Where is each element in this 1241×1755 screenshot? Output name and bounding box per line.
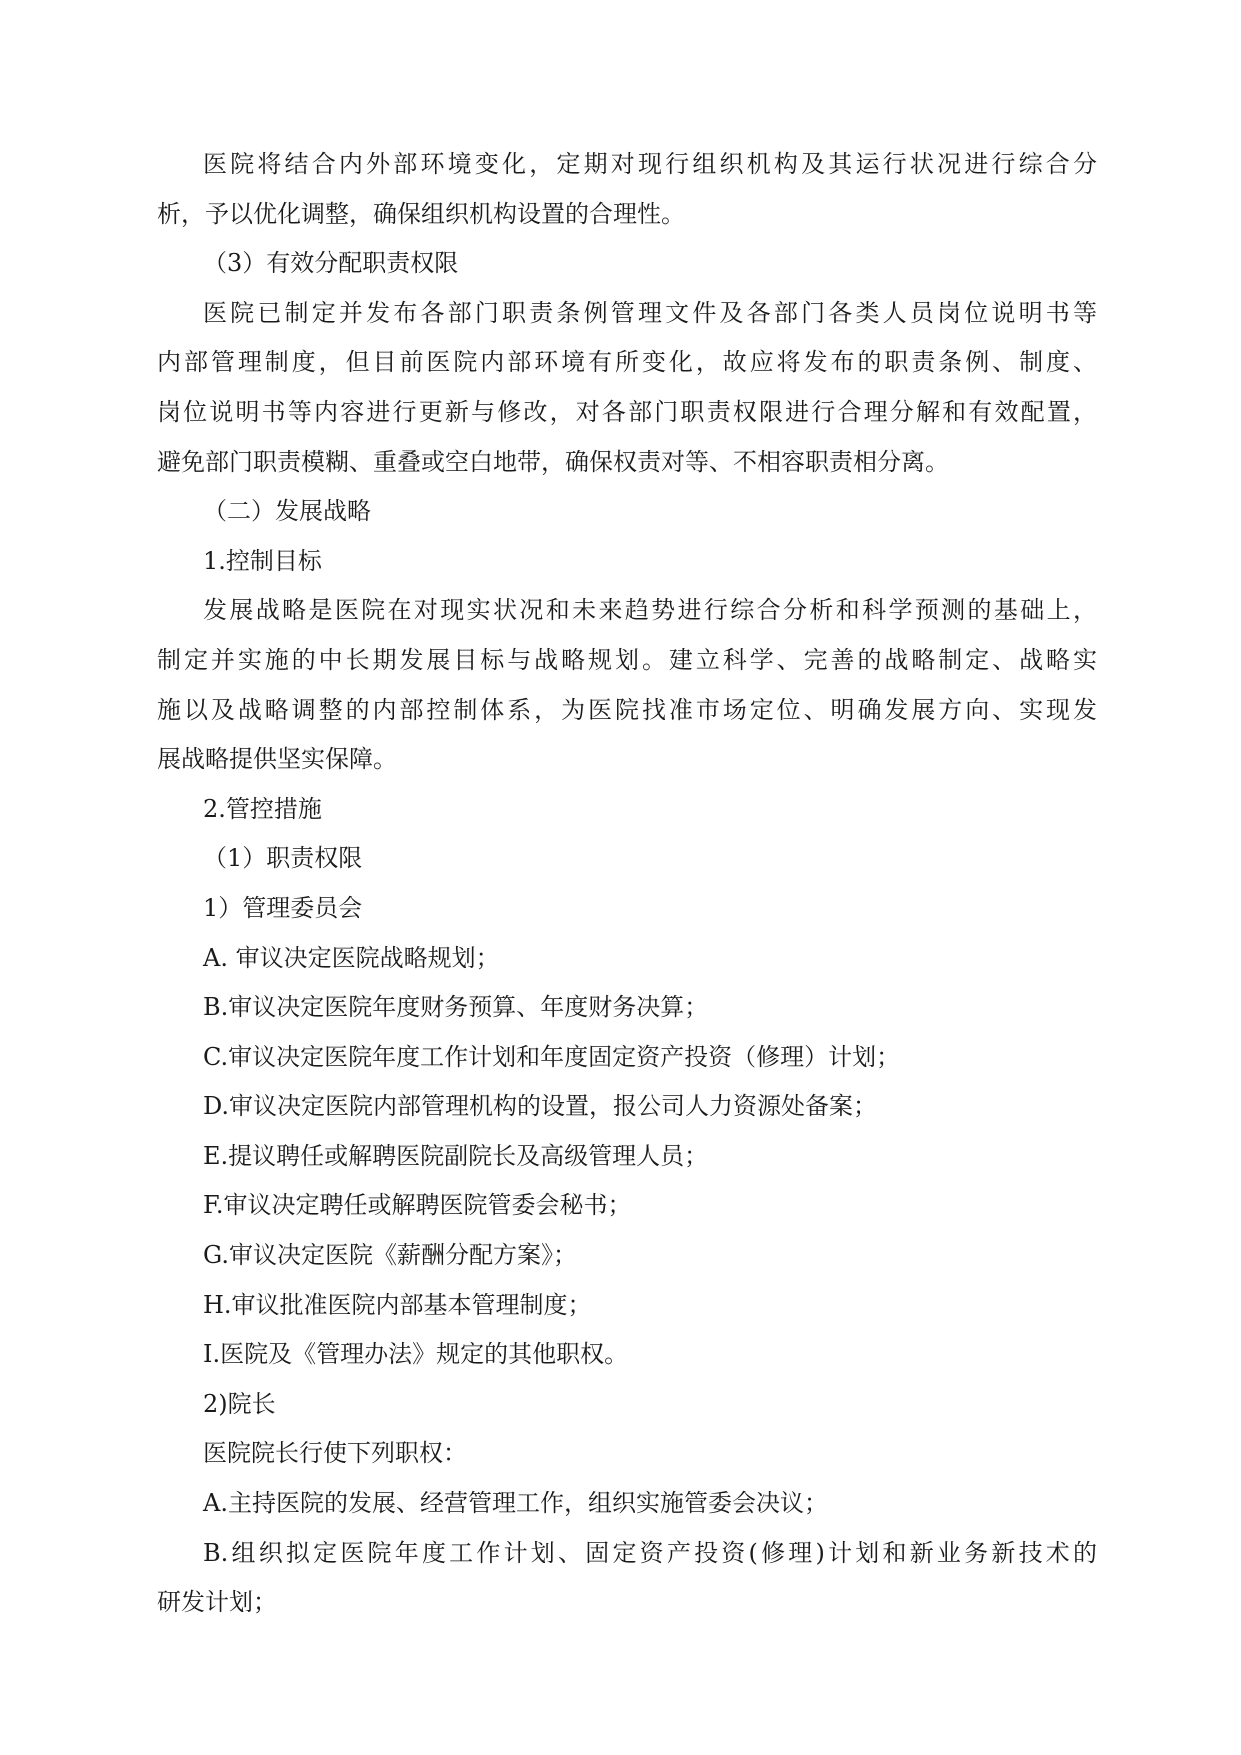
text-line: 1.控制目标 (203, 546, 322, 575)
text-line: 医院院长行使下列职权： (203, 1439, 467, 1468)
text-line: G.审议决定医院《薪酬分配方案》； (203, 1241, 577, 1270)
text-line: 施以及战略调整的内部控制体系，为医院找准市场定位、明确发展方向、实现发 (157, 695, 1097, 724)
text-line: B.组织拟定医院年度工作计划、固定资产投资(修理)计划和新业务新技术的 (203, 1538, 1097, 1567)
text-line: 制定并实施的中长期发展目标与战略规划。建立科学、完善的战略制定、战略实 (157, 645, 1097, 674)
text-line: （3）有效分配职责权限 (203, 249, 459, 278)
text-line: （二）发展战略 (203, 497, 371, 526)
text-line: 研发计划； (157, 1588, 277, 1617)
text-line: 展战略提供坚实保障。 (157, 745, 397, 774)
text-line: A. 审议决定医院战略规划； (203, 943, 500, 972)
document-body (157, 140, 1097, 1628)
text-line: 内部管理制度，但目前医院内部环境有所变化，故应将发布的职责条例、制度、 (157, 348, 1097, 377)
text-line: 发展战略是医院在对现实状况和未来趋势进行综合分析和科学预测的基础上， (203, 596, 1097, 625)
text-line: 医院将结合内外部环境变化，定期对现行组织机构及其运行状况进行综合分 (203, 150, 1097, 178)
text-line: （1）职责权限 (203, 844, 363, 873)
text-line: 析，予以优化调整，确保组织机构设置的合理性。 (157, 199, 685, 228)
text-line: H.审议批准医院内部基本管理制度； (203, 1290, 592, 1319)
text-line: 医院已制定并发布各部门职责条例管理文件及各部门各类人员岗位说明书等 (203, 298, 1097, 327)
text-line: 避免部门职责模糊、重叠或空白地带，确保权责对等、不相容职责相分离。 (157, 447, 949, 476)
text-line: 岗位说明书等内容进行更新与修改，对各部门职责权限进行合理分解和有效配置， (157, 397, 1097, 426)
text-line: F.审议决定聘任或解聘医院管委会秘书； (203, 1191, 632, 1220)
text-line: I.医院及《管理办法》规定的其他职权。 (203, 1340, 629, 1369)
text-line: E.提议聘任或解聘医院副院长及高级管理人员； (203, 1141, 709, 1170)
text-line: 2)院长 (203, 1389, 276, 1418)
text-line: B.审议决定医院年度财务预算、年度财务决算； (203, 993, 709, 1022)
text-line: D.审议决定医院内部管理机构的设置，报公司人力资源处备案； (203, 1092, 878, 1121)
text-line: C.审议决定医院年度工作计划和年度固定资产投资（修理）计划； (203, 1042, 901, 1071)
text-line: A.主持医院的发展、经营管理工作，组织实施管委会决议； (203, 1489, 828, 1518)
text-line: 2.管控措施 (203, 794, 322, 823)
text-line: 1）管理委员会 (203, 893, 363, 922)
